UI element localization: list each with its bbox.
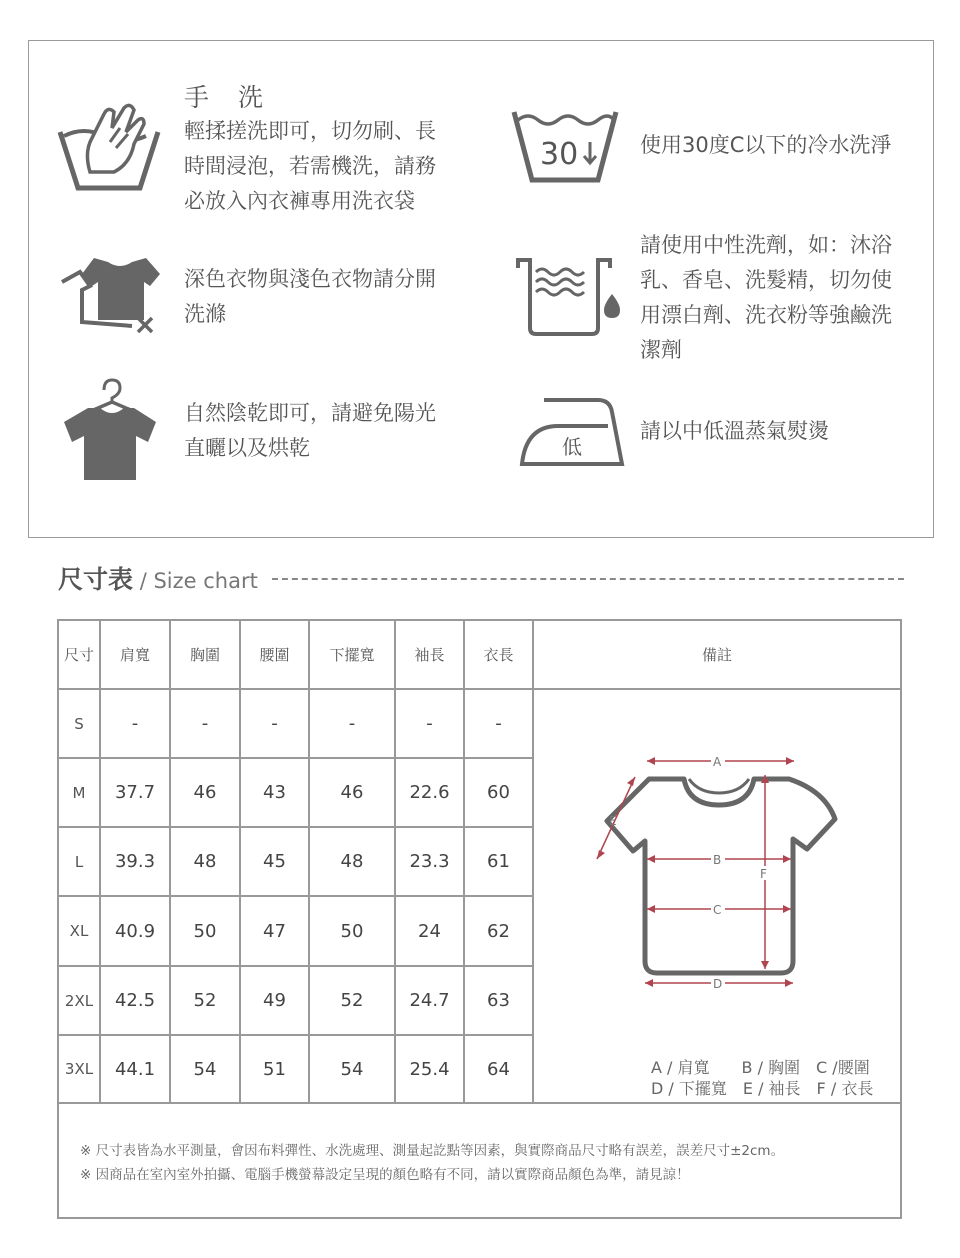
header-hem: 下擺寬 — [329, 646, 375, 664]
table-cell: - — [426, 713, 433, 734]
size-chart-title-en: / Size chart — [133, 569, 258, 593]
iron-temp-label: 低 — [562, 435, 582, 459]
table-cell: - — [201, 713, 209, 734]
hang-dry-icon — [62, 378, 158, 482]
header-size: 尺寸 — [63, 646, 94, 664]
table-cell: - — [131, 713, 139, 734]
size-notes — [80, 1139, 784, 1187]
header-chest: 胸圍 — [189, 646, 220, 664]
table-cell: 46 — [193, 782, 217, 803]
neutral-detergent-icon — [512, 256, 622, 338]
table-cell: - — [348, 713, 356, 734]
table-cell: 24 — [418, 920, 441, 942]
table-cell: 64 — [487, 1058, 510, 1080]
table-cell: 46 — [340, 782, 364, 803]
size-chart-title-zh: 尺寸表 — [58, 565, 134, 594]
row-size-label: XL — [69, 922, 89, 940]
measurement-legend: A / 肩寬 B / 胸圍 C /腰圍 D / 下擺寬 E / 袖長 F / 衣長 — [651, 1058, 874, 1098]
diagram-label-f: F — [760, 867, 767, 881]
table-cell: 52 — [340, 990, 364, 1011]
table-cell: 63 — [487, 990, 510, 1011]
iron-text: 請以中低溫蒸氣熨燙 — [640, 419, 829, 443]
separate-colors-icon — [60, 256, 166, 336]
temp-text: 使用30度C以下的冷水洗淨 — [640, 133, 892, 157]
diagram-label-a: A — [713, 755, 722, 769]
table-cell: 40.9 — [114, 920, 156, 942]
header-waist: 腰圍 — [259, 646, 290, 664]
heading-dashed-divider — [272, 578, 904, 580]
header-length: 衣長 — [483, 646, 514, 664]
dry-text: 自然陰乾即可，請避免陽光 直曬以及烘乾 — [184, 401, 436, 460]
table-cell: - — [495, 713, 502, 734]
row-size-label: S — [74, 714, 84, 733]
grid-line — [59, 1102, 900, 1104]
hand-wash-icon — [54, 98, 164, 194]
table-cell: 54 — [340, 1058, 364, 1080]
garment-measurement-diagram — [589, 751, 849, 991]
table-cell: 24.7 — [409, 990, 450, 1011]
row-size-label: 3XL — [64, 1060, 94, 1078]
size-chart-heading — [58, 560, 258, 596]
row-size-label: L — [74, 852, 84, 871]
table-cell: 50 — [340, 920, 364, 942]
table-cell: 60 — [487, 782, 510, 803]
temp-badge-text: 30 — [540, 137, 579, 172]
table-cell: - — [271, 713, 278, 734]
hand-wash-text: 輕揉搓洗即可，切勿刷、長 時間浸泡，若需機洗，請務 必放入內衣褲專用洗衣袋 — [184, 119, 436, 213]
diagram-label-e: E — [609, 814, 617, 828]
table-cell: 25.4 — [409, 1058, 450, 1080]
diagram-label-d: D — [713, 977, 723, 991]
table-cell: 62 — [487, 920, 510, 942]
table-cell: 48 — [340, 851, 364, 872]
header-sleeve: 袖長 — [414, 646, 445, 664]
table-cell: 47 — [263, 920, 286, 942]
table-cell: 42.5 — [114, 990, 156, 1011]
table-cell: 61 — [487, 851, 510, 872]
iron-low-temp-icon — [518, 396, 628, 468]
table-cell: 22.6 — [409, 782, 450, 803]
detergent-text: 請使用中性洗劑，如：沐浴 乳、香皂、洗髮精，切勿使 用漂白劑、洗衣粉等強鹼洗 潔劑 — [640, 233, 892, 362]
table-cell: 49 — [263, 990, 286, 1011]
table-cell: 51 — [263, 1058, 286, 1080]
size-note: ※ 因商品在室內室外拍攝、電腦手機螢幕設定呈現的顏色略有不同，請以實際商品顏色為準，請見諒！ — [80, 1167, 690, 1183]
table-cell: 48 — [193, 851, 217, 872]
table-cell: 37.7 — [114, 782, 156, 803]
table-cell: 23.3 — [409, 851, 450, 872]
separate-text: 深色衣物與淺色衣物請分開 洗滌 — [184, 267, 436, 326]
grid-line — [532, 621, 534, 1103]
diagram-label-b: B — [713, 853, 722, 867]
row-size-label: 2XL — [64, 991, 94, 1010]
header-remarks: 備註 — [701, 646, 732, 664]
table-cell: 52 — [193, 990, 217, 1011]
size-table — [57, 619, 902, 1219]
hand-wash-title: 手 洗 — [184, 83, 266, 112]
table-cell: 39.3 — [114, 851, 156, 872]
table-cell: 45 — [263, 851, 286, 872]
table-cell: 50 — [193, 920, 217, 942]
diagram-label-c: C — [713, 903, 722, 917]
header-shoulder: 肩寬 — [119, 646, 150, 664]
wash-30-degree-icon — [510, 108, 620, 184]
table-cell: 43 — [263, 782, 286, 803]
table-cell: 54 — [193, 1058, 217, 1080]
size-note: ※ 尺寸表皆為水平測量，會因布料彈性、水洗處理、測量起訖點等因素，與實際商品尺寸略有誤差，誤差尺寸±2cm。 — [80, 1143, 785, 1159]
row-size-label: M — [72, 783, 86, 802]
table-cell: 44.1 — [114, 1058, 156, 1080]
